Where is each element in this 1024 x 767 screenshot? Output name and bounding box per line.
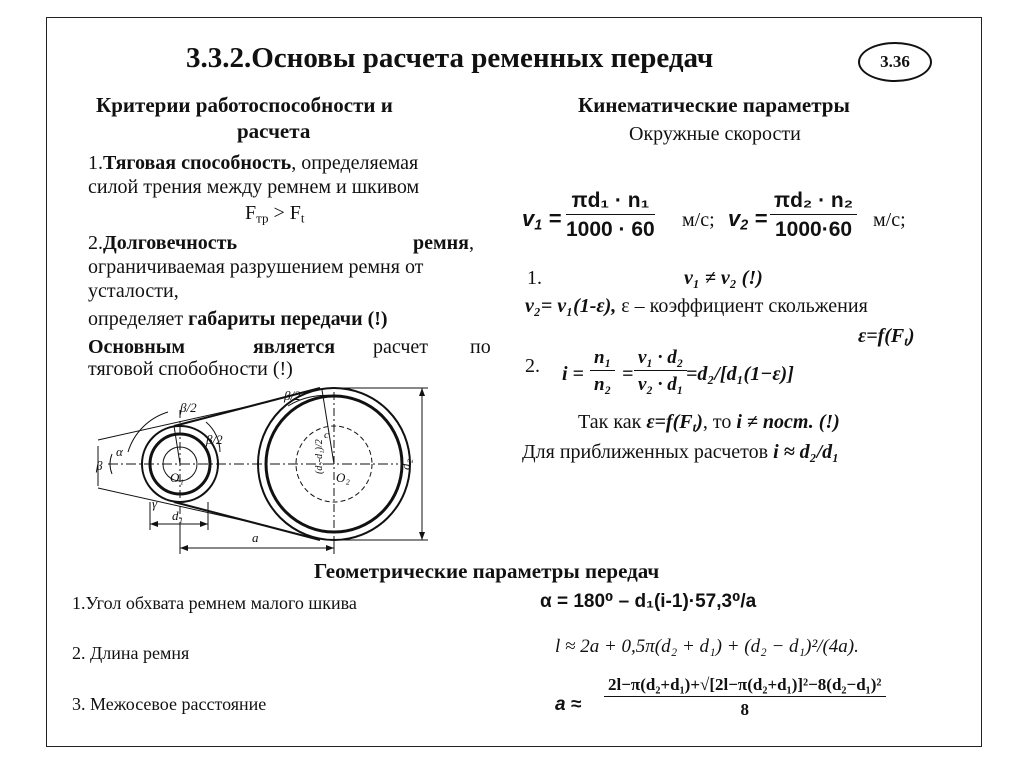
- label-beta-half-2: β/2: [206, 432, 223, 447]
- criterion-1: 1.Тяговая способность, определяемая: [88, 152, 419, 174]
- approx-line: Для приближенных расчетов i ≈ d₂/d₁: [522, 441, 840, 463]
- traction-inequality: $F_{тр} > F_t$: [245, 202, 305, 226]
- criterion-2-line4: определяет габариты передачи (!): [88, 308, 388, 330]
- main-word-2: является: [253, 336, 336, 358]
- ratio-tail: =d₂/[d₁(1−ε)]: [686, 363, 794, 385]
- label-d2: d₂: [398, 458, 413, 470]
- label-alpha: α: [116, 444, 123, 459]
- geometry-row2-label: 2. Длина ремня: [72, 643, 190, 663]
- point-1-num: 1.: [527, 267, 542, 289]
- criterion-2-line2: ограничиваемая разрушением ремня от: [88, 256, 424, 278]
- slide-number-badge: 3.36: [858, 42, 932, 82]
- main-line2: тяговой спобобности (!): [88, 358, 293, 380]
- epsilon-function: $\varepsilon=f(F_t)$: [858, 325, 915, 349]
- v2-fraction: $\frac{\text{πd₂ · n₂}}{1000\cdot 60}$: [770, 190, 857, 240]
- page-title: 3.3.2.Основы расчета ременных передач: [186, 42, 714, 74]
- label-beta: β: [96, 458, 103, 473]
- right-heading: Кинематические параметры: [578, 93, 850, 117]
- geometry-row1-label: 1.Угол обхвата ремнем малого шкива: [72, 593, 357, 613]
- label-o2: O₂: [336, 470, 350, 485]
- unit-2: м/с;: [873, 209, 906, 231]
- v1-fraction: $\frac{\text{πd₁ · n₁}}{1000 \cdot 60}$: [566, 189, 655, 241]
- label-d1: d₁: [172, 508, 184, 523]
- geometry-row3-fraction: $\frac{\text{2l−π(d₂+d₁)+√[2l−π(d₂+d₁)]²−8(d₂−d₁)²}}{8}$: [604, 676, 886, 718]
- belt-drive-diagram: [88, 382, 448, 564]
- right-subheading: Окружные скорости: [629, 123, 801, 145]
- label-a: a: [252, 530, 259, 545]
- geometry-row2-formula: l ≈ 2a + 0,5π(d₂ + d₁) + (d₂ − d₁)²/(4a).: [555, 636, 859, 657]
- unit-1: м/с;: [682, 209, 715, 231]
- geometry-row1-formula: α = 180⁰ – d₁(i-1)·57,3⁰/a: [540, 591, 757, 612]
- ratio-lhs: i =: [562, 363, 584, 385]
- ratio-equals: =: [622, 363, 634, 385]
- main-word-4: по: [470, 336, 491, 358]
- geometry-row3-label: 3. Межосевое расстояние: [72, 694, 267, 714]
- ratio-fraction-2: $\frac{\text{v₁ · d₂}}{\text{v₂ · d₁}}$: [634, 348, 687, 394]
- criterion-2: 2.Долговечность: [88, 232, 238, 254]
- label-o1: O₁: [170, 470, 184, 485]
- criterion-1-line2: силой трения между ремнем и шкивом: [88, 176, 420, 198]
- point-2-num: 2.: [525, 355, 540, 377]
- main-word-1: Основным: [88, 336, 186, 358]
- label-beta-half-3: β/2: [284, 388, 301, 403]
- v1-lhs: $v_1$ =: [522, 206, 562, 234]
- speed-inequality: v₁ ≠ v₂ (!): [684, 267, 763, 289]
- label-beta-half-1: β/2: [180, 400, 197, 415]
- geometry-heading: Геометрические параметры передач: [314, 559, 660, 583]
- label-d2-d1: (d₂-d₁)/2: [314, 439, 325, 474]
- main-word-3: расчет: [373, 336, 429, 358]
- ratio-fraction-1: $\frac{\text{n₁}}{\text{n₂}}$: [590, 348, 615, 394]
- criterion-2-belt: ремня,: [413, 232, 474, 254]
- left-heading-line1: Критерии работоспособности и: [96, 93, 393, 117]
- slip-line: v₂= v₁(1-ε), ε – коэффициент скольжения: [525, 295, 868, 317]
- geometry-row3-lhs: a ≈: [555, 694, 582, 715]
- criterion-2-line3: усталости,: [88, 280, 179, 302]
- v2-lhs: $v_2$ =: [728, 206, 768, 234]
- label-c: c: [324, 429, 329, 441]
- left-heading-line2: расчета: [237, 119, 311, 143]
- label-gamma: γ: [152, 496, 158, 511]
- since-line: Так как $\varepsilon=f(F_t)$, то i ≠ пост. (!): [578, 411, 840, 435]
